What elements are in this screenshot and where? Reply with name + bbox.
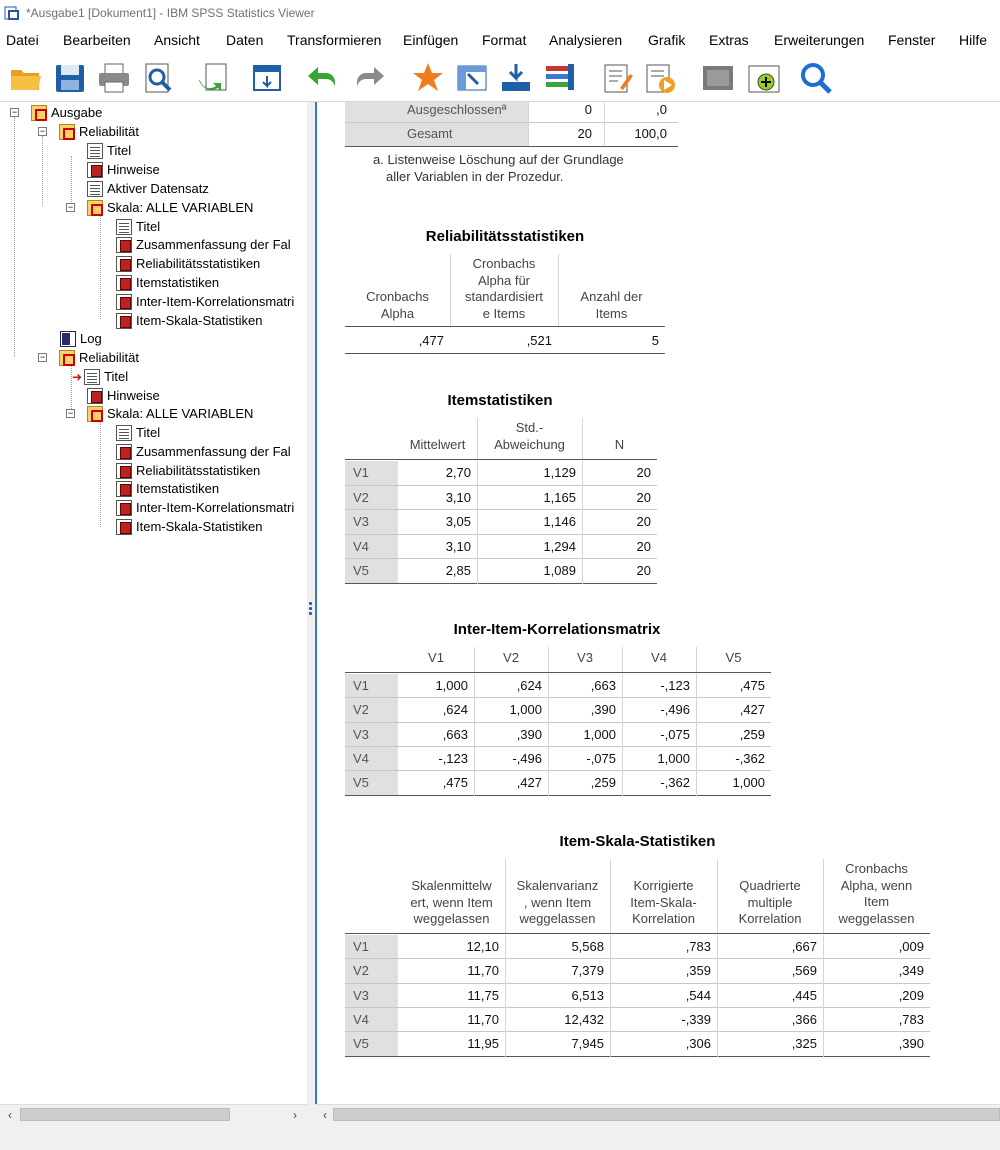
- header-line: weggelassen: [838, 910, 915, 926]
- col-header-corrected-corr: [610, 878, 717, 928]
- cell-stat: ,390: [898, 1036, 924, 1052]
- header-line: Alpha für: [477, 272, 531, 288]
- header-line: Cronbachs: [366, 289, 429, 304]
- row-label: V5: [345, 559, 398, 583]
- row-label: V3: [345, 984, 398, 1008]
- insert-variable-icon[interactable]: [498, 60, 534, 96]
- menu-hilfe[interactable]: Hilfe: [959, 32, 988, 48]
- table-icon: [116, 500, 132, 516]
- header-divider: [345, 672, 771, 673]
- cell-stat: ,009: [898, 939, 924, 954]
- cell-correlation: ,259: [590, 775, 616, 791]
- scroll-thumb[interactable]: [20, 1108, 230, 1121]
- cell-correlation: -,362: [735, 750, 765, 766]
- tree-label: Item-Skala-Statistiken: [136, 519, 263, 534]
- col-divider: [558, 254, 559, 326]
- cell-correlation: -,123: [660, 678, 690, 693]
- title-icon: [87, 143, 103, 159]
- menu-bar: [0, 26, 1000, 54]
- tree-node-titel-1[interactable]: [87, 141, 131, 160]
- table-title: Inter-Item-Korrelationsmatrix: [453, 621, 661, 638]
- menu-grafik[interactable]: Grafik: [648, 32, 686, 48]
- col-divider: [505, 935, 506, 1057]
- col-header: V4: [651, 650, 667, 665]
- collapse-icon[interactable]: −: [39, 352, 46, 362]
- col-divider: [610, 859, 611, 933]
- col-header: V2: [503, 650, 519, 665]
- row-label: V4: [345, 535, 398, 559]
- tree-node-skala-1[interactable]: [66, 198, 253, 217]
- scroll-left-icon[interactable]: ‹: [323, 1108, 327, 1122]
- cell-stat: ,359: [685, 963, 711, 979]
- scroll-right-icon[interactable]: ›: [293, 1108, 297, 1122]
- title-icon: [84, 369, 100, 385]
- col-divider: [696, 647, 697, 672]
- cell-mean: 3,10: [445, 489, 471, 505]
- tree-label: Inter-Item-Korrelationsmatri: [136, 294, 295, 309]
- cell-sd: 1,294: [543, 538, 576, 554]
- col-divider: [474, 647, 475, 672]
- cell-stat: ,544: [685, 987, 711, 1003]
- cell-n: 20: [636, 489, 651, 505]
- cell-mean: 3,10: [445, 538, 471, 554]
- cell-correlation: 1,000: [657, 750, 690, 766]
- col-header-alpha-if-deleted: [823, 861, 930, 927]
- cell-correlation: -,496: [512, 750, 542, 766]
- export-icon[interactable]: [196, 60, 232, 96]
- tree-label: Titel: [107, 143, 132, 158]
- row-label: V4: [345, 747, 398, 771]
- cell-n: 20: [636, 563, 651, 578]
- cell-stat: ,306: [685, 1036, 711, 1052]
- notes-table-icon: [87, 388, 103, 404]
- col-header-n: N: [614, 437, 625, 452]
- cell-total-n: 20: [577, 126, 592, 141]
- cell-stat: 5,568: [571, 939, 604, 954]
- col-header-std-alpha: [450, 256, 558, 322]
- collapse-icon[interactable]: −: [67, 408, 74, 418]
- content-pane: [315, 102, 1000, 1104]
- cell-stat: 11,75: [467, 987, 499, 1003]
- undo-icon[interactable]: [304, 60, 340, 96]
- row-label: V5: [345, 1032, 398, 1056]
- menu-ansicht[interactable]: Ansicht: [154, 32, 200, 48]
- cell-alpha: ,477: [418, 333, 444, 348]
- cell-correlation: ,663: [590, 678, 616, 693]
- run-script-icon[interactable]: [642, 60, 678, 96]
- cell-correlation: ,427: [739, 702, 765, 718]
- menu-datei[interactable]: Datei: [6, 32, 39, 48]
- header-line: , wenn Item: [523, 894, 592, 910]
- col-header: V1: [428, 650, 444, 665]
- cell-correlation: ,259: [739, 726, 765, 742]
- tree-node-reliabilitaet-2[interactable]: [38, 348, 139, 367]
- tree-node-s2-itemscale[interactable]: [116, 517, 262, 536]
- row-label: V3: [345, 510, 398, 534]
- cell-mean: 2,85: [445, 563, 471, 578]
- designate-window-icon[interactable]: [410, 60, 446, 96]
- splitter-grip-icon[interactable]: [309, 602, 312, 618]
- tree-label: Item-Skala-Statistiken: [136, 313, 263, 328]
- cell-excluded-n: 0: [584, 102, 592, 117]
- scroll-thumb[interactable]: [333, 1108, 1000, 1121]
- cell-stat: 6,513: [571, 987, 604, 1003]
- cell-n: 20: [636, 538, 651, 554]
- menu-fenster[interactable]: Fenster: [888, 32, 936, 48]
- tree-line: [14, 117, 15, 357]
- tree-label: Reliabilitätsstatistiken: [136, 463, 261, 478]
- col-header-mean: Mittelwert: [409, 437, 466, 452]
- cell-correlation: ,475: [442, 775, 468, 791]
- cell-stat: ,667: [791, 939, 817, 954]
- tree-node-s2-titel[interactable]: [116, 423, 160, 442]
- col-header-item-count: [558, 289, 665, 322]
- text-icon: [87, 181, 103, 197]
- scale-book-icon: [87, 406, 103, 422]
- tree-node-s1-case-summary[interactable]: [116, 235, 291, 254]
- table-icon: [116, 519, 132, 535]
- print-preview-icon[interactable]: [140, 60, 176, 96]
- col-divider: [622, 647, 623, 672]
- table-title: Itemstatistiken: [447, 392, 553, 409]
- col-divider: [622, 674, 623, 796]
- tree-label: Aktiver Datensatz: [107, 181, 209, 196]
- cell-stat: 11,70: [467, 1011, 499, 1027]
- tree-node-titel-2[interactable]: [72, 367, 128, 386]
- col-header-alpha: [345, 289, 450, 322]
- header-line: Item-Skala-: [630, 894, 697, 910]
- header-line: standardisiert: [464, 289, 544, 304]
- col-header-squared-multiple: [717, 878, 823, 928]
- cell-stat: 11,70: [467, 963, 499, 979]
- open-folder-icon[interactable]: [8, 60, 44, 96]
- tree-node-hinweise-2[interactable]: [87, 386, 160, 405]
- cell-n: 20: [636, 465, 651, 480]
- cell-std-alpha: ,521: [526, 333, 552, 348]
- col-divider: [528, 102, 529, 146]
- footnote-line1: a. Listenweise Löschung auf der Grundlage: [373, 152, 624, 167]
- col-divider: [582, 461, 583, 584]
- row-divider: [345, 795, 771, 796]
- header-line: ert, wenn Item: [410, 894, 493, 910]
- cell-n: 20: [636, 514, 651, 529]
- tree-line: [42, 136, 43, 206]
- header-line: Std.-: [515, 420, 544, 435]
- col-divider: [696, 674, 697, 796]
- cell-stat: ,325: [791, 1036, 817, 1052]
- header-line: Korrelation: [632, 911, 695, 926]
- cell-correlation: ,624: [442, 702, 468, 718]
- tree-node-s1-itemstats[interactable]: [116, 273, 219, 292]
- search-icon[interactable]: [798, 60, 834, 96]
- title-icon: [116, 425, 132, 441]
- tree-node-log[interactable]: [60, 329, 102, 348]
- row-label: V1: [345, 461, 398, 485]
- redo-icon[interactable]: [352, 60, 388, 96]
- menu-format[interactable]: Format: [482, 32, 527, 48]
- col-divider: [450, 254, 451, 326]
- header-line: Abweichung: [494, 436, 565, 452]
- col-divider: [582, 418, 583, 460]
- current-item-arrow-icon: ➜: [72, 369, 83, 384]
- cell-stat: ,366: [791, 1011, 817, 1027]
- cell-correlation: 1,000: [732, 775, 765, 791]
- header-divider: [345, 459, 657, 460]
- outline-horizontal-scrollbar[interactable]: [0, 1104, 307, 1124]
- col-divider: [477, 461, 478, 584]
- header-line: Quadrierte: [739, 878, 801, 893]
- row-label: V1: [345, 935, 398, 959]
- cell-correlation: ,475: [739, 678, 765, 693]
- tree-node-s2-itemstats[interactable]: [116, 479, 219, 498]
- col-divider: [477, 418, 478, 460]
- tree-label: Skala: ALLE VARIABLEN: [107, 406, 254, 421]
- cell-stat: ,783: [685, 939, 711, 954]
- tree-node-s1-reliability[interactable]: [116, 254, 260, 273]
- tree-node-s2-reliability[interactable]: [116, 461, 260, 480]
- row-divider: [345, 122, 678, 123]
- col-divider: [548, 647, 549, 672]
- col-header-scale-variance: [505, 878, 610, 928]
- header-line: weggelassen: [519, 911, 596, 926]
- tree-label: Reliabilität: [79, 124, 139, 139]
- row-label: V2: [345, 698, 398, 722]
- table-title: Item-Skala-Statistiken: [559, 833, 716, 850]
- menu-einfuegen[interactable]: Einfügen: [403, 32, 459, 48]
- pane-splitter[interactable]: [307, 102, 315, 1104]
- title-bar: [0, 0, 1000, 26]
- table-bottom-line: [345, 146, 678, 147]
- header-divider: [345, 326, 665, 327]
- tree-node-ausgabe[interactable]: [10, 103, 102, 122]
- header-line: Item: [863, 894, 890, 909]
- menu-transformieren[interactable]: Transformieren: [287, 32, 382, 48]
- cell-item-count: 5: [651, 333, 659, 348]
- cell-stat: ,349: [898, 963, 924, 979]
- cell-stat: 12,432: [564, 1011, 604, 1027]
- menu-erweiterungen[interactable]: Erweiterungen: [774, 32, 865, 48]
- tree-node-aktiver-datensatz[interactable]: [87, 179, 209, 198]
- table-icon: [116, 481, 132, 497]
- collapse-icon[interactable]: −: [11, 107, 18, 117]
- outline-pane: [0, 102, 307, 1104]
- cell-correlation: ,390: [516, 726, 542, 742]
- cell-stat: -,339: [681, 1011, 711, 1027]
- status-bar: [0, 1125, 1000, 1150]
- col-header-scale-mean: [398, 878, 505, 928]
- table-icon: [116, 294, 132, 310]
- tree-node-hinweise-1[interactable]: [87, 160, 160, 179]
- header-line: Alpha: [380, 305, 415, 321]
- table-title: Reliabilitätsstatistiken: [425, 228, 585, 245]
- table-icon: [116, 256, 132, 272]
- header-line: Alpha, wenn: [840, 877, 913, 893]
- tree-node-reliabilitaet-1[interactable]: [38, 122, 139, 141]
- header-line: Korrelation: [738, 911, 802, 926]
- cell-correlation: -,496: [660, 702, 690, 718]
- cell-sd: 1,146: [543, 514, 576, 529]
- col-header: V3: [577, 650, 593, 665]
- cell-stat: 11,95: [467, 1036, 499, 1052]
- tree-node-s2-corr[interactable]: [116, 498, 294, 517]
- col-divider: [548, 674, 549, 796]
- col-divider: [610, 935, 611, 1057]
- cell-stat: ,569: [791, 963, 817, 979]
- tree-label: Hinweise: [107, 162, 160, 177]
- cell-stat: ,783: [898, 1011, 924, 1027]
- col-divider: [823, 859, 824, 933]
- menu-bearbeiten[interactable]: Bearbeiten: [63, 32, 131, 48]
- window-title: *Ausgabe1 [Dokument1] - IBM SPSS Statistics Viewer: [26, 6, 315, 20]
- row-label: V1: [345, 674, 398, 698]
- table-icon: [116, 463, 132, 479]
- cell-stat: 7,945: [571, 1036, 604, 1052]
- output-book-icon: [31, 105, 47, 121]
- tree-label: Log: [80, 331, 102, 346]
- tree-line: [100, 422, 101, 527]
- col-divider: [604, 102, 605, 146]
- tree-label: Hinweise: [107, 388, 160, 403]
- goto-case-icon[interactable]: [454, 60, 490, 96]
- cell-correlation: -,075: [660, 726, 690, 742]
- header-line: Cronbachs: [845, 861, 908, 876]
- table-icon: [116, 444, 132, 460]
- content-horizontal-scrollbar[interactable]: [315, 1104, 1000, 1124]
- header-line: Items: [595, 305, 628, 321]
- script-edit-icon[interactable]: [600, 60, 636, 96]
- goto-data-icon[interactable]: [250, 60, 286, 96]
- tree-label: Titel: [136, 425, 161, 440]
- cell-excluded-pct: ,0: [656, 102, 667, 117]
- cell-mean: 3,05: [445, 514, 471, 529]
- col-divider: [717, 935, 718, 1057]
- menu-extras[interactable]: Extras: [709, 32, 749, 48]
- collapse-icon[interactable]: −: [39, 126, 46, 136]
- notes-table-icon: [87, 162, 103, 178]
- header-line: Korrigierte: [633, 878, 694, 893]
- col-divider: [717, 859, 718, 933]
- menu-daten[interactable]: Daten: [226, 32, 264, 48]
- col-divider: [474, 674, 475, 796]
- col-header: V5: [725, 650, 742, 665]
- tree-label: Skala: ALLE VARIABLEN: [107, 200, 254, 215]
- table-bottom-line: [345, 353, 665, 354]
- promote-item-icon[interactable]: [746, 60, 782, 96]
- log-icon: [60, 331, 76, 347]
- cell-sd: 1,129: [543, 465, 576, 480]
- row-divider: [345, 1056, 930, 1057]
- cell-correlation: 1,000: [583, 726, 616, 742]
- table-icon: [116, 313, 132, 329]
- col-divider: [823, 935, 824, 1057]
- cell-correlation: 1,000: [435, 678, 468, 693]
- header-line: Skalenvarianz: [516, 878, 599, 893]
- header-line: Cronbachs: [472, 256, 536, 271]
- tree-label: Reliabilität: [79, 350, 139, 365]
- tree-label: Itemstatistiken: [136, 481, 220, 496]
- col-header-sd: [477, 420, 582, 453]
- procedure-book-icon: [59, 350, 75, 366]
- spss-app-icon: [4, 5, 20, 21]
- cell-stat: 12,10: [466, 939, 499, 954]
- row-label: V2: [345, 959, 398, 983]
- tree-node-s1-itemscale[interactable]: [116, 311, 262, 330]
- tree-node-s1-titel[interactable]: [116, 217, 160, 236]
- tree-line: [100, 214, 101, 319]
- cell-sd: 1,165: [543, 489, 576, 505]
- cell-correlation: ,427: [516, 775, 542, 791]
- cell-correlation: -,123: [438, 750, 468, 766]
- col-divider: [505, 859, 506, 933]
- header-line: multiple: [747, 894, 793, 910]
- header-line: Skalenmittelw: [411, 878, 492, 893]
- header-line: Anzahl der: [580, 289, 643, 304]
- tree-label: Titel: [104, 369, 129, 384]
- tree-label: Zusammenfassung der Fal: [136, 237, 291, 252]
- cell-sd: 1,089: [543, 563, 576, 578]
- print-icon[interactable]: [96, 60, 132, 96]
- cell-total-pct: 100,0: [634, 126, 667, 141]
- cell-stat: ,445: [791, 987, 817, 1003]
- row-label: V5: [345, 771, 398, 795]
- tree-label: Titel: [136, 219, 161, 234]
- tree-node-s2-case-summary[interactable]: [116, 442, 291, 461]
- save-icon[interactable]: [52, 60, 88, 96]
- tree-label: Zusammenfassung der Fal: [136, 444, 291, 459]
- tree-node-s1-corr[interactable]: [116, 292, 294, 311]
- tree-label: Reliabilitätsstatistiken: [136, 256, 261, 271]
- tree-node-skala-2[interactable]: [66, 404, 253, 423]
- cell-correlation: -,075: [586, 750, 616, 766]
- row-label: V4: [345, 1008, 398, 1032]
- header-line: e Items: [482, 305, 526, 321]
- tree-label: Inter-Item-Korrelationsmatri: [136, 500, 295, 515]
- menu-analysieren[interactable]: Analysieren: [549, 32, 623, 48]
- variables-icon[interactable]: [542, 60, 578, 96]
- row-label: V3: [345, 723, 398, 747]
- tree-label: Ausgabe: [51, 105, 103, 120]
- hide-item-icon[interactable]: [700, 60, 736, 96]
- collapse-icon[interactable]: −: [67, 202, 74, 212]
- tree-label: Itemstatistiken: [136, 275, 220, 290]
- cell-stat: ,209: [898, 987, 924, 1003]
- scroll-left-icon[interactable]: ‹: [8, 1108, 12, 1122]
- toolbar: [0, 54, 1000, 102]
- scale-book-icon: [87, 200, 103, 216]
- table-icon: [116, 237, 132, 253]
- title-icon: [116, 219, 132, 235]
- row-label-excluded: Ausgeschlossenª: [407, 102, 507, 117]
- row-divider: [345, 583, 657, 584]
- cell-mean: 2,70: [445, 465, 471, 480]
- cell-correlation: 1,000: [509, 702, 542, 718]
- table-icon: [116, 275, 132, 291]
- header-line: weggelassen: [413, 911, 490, 926]
- cell-correlation: ,390: [590, 702, 616, 718]
- cell-correlation: ,624: [516, 678, 542, 693]
- row-label-total: Gesamt: [407, 126, 453, 141]
- header-divider: [345, 933, 930, 934]
- cell-stat: 7,379: [571, 963, 604, 979]
- cell-correlation: -,362: [660, 775, 690, 791]
- footnote-line2: aller Variablen in der Prozedur.: [386, 169, 564, 184]
- row-label: V2: [345, 486, 398, 510]
- procedure-book-icon: [59, 124, 75, 140]
- cell-correlation: ,663: [442, 726, 468, 742]
